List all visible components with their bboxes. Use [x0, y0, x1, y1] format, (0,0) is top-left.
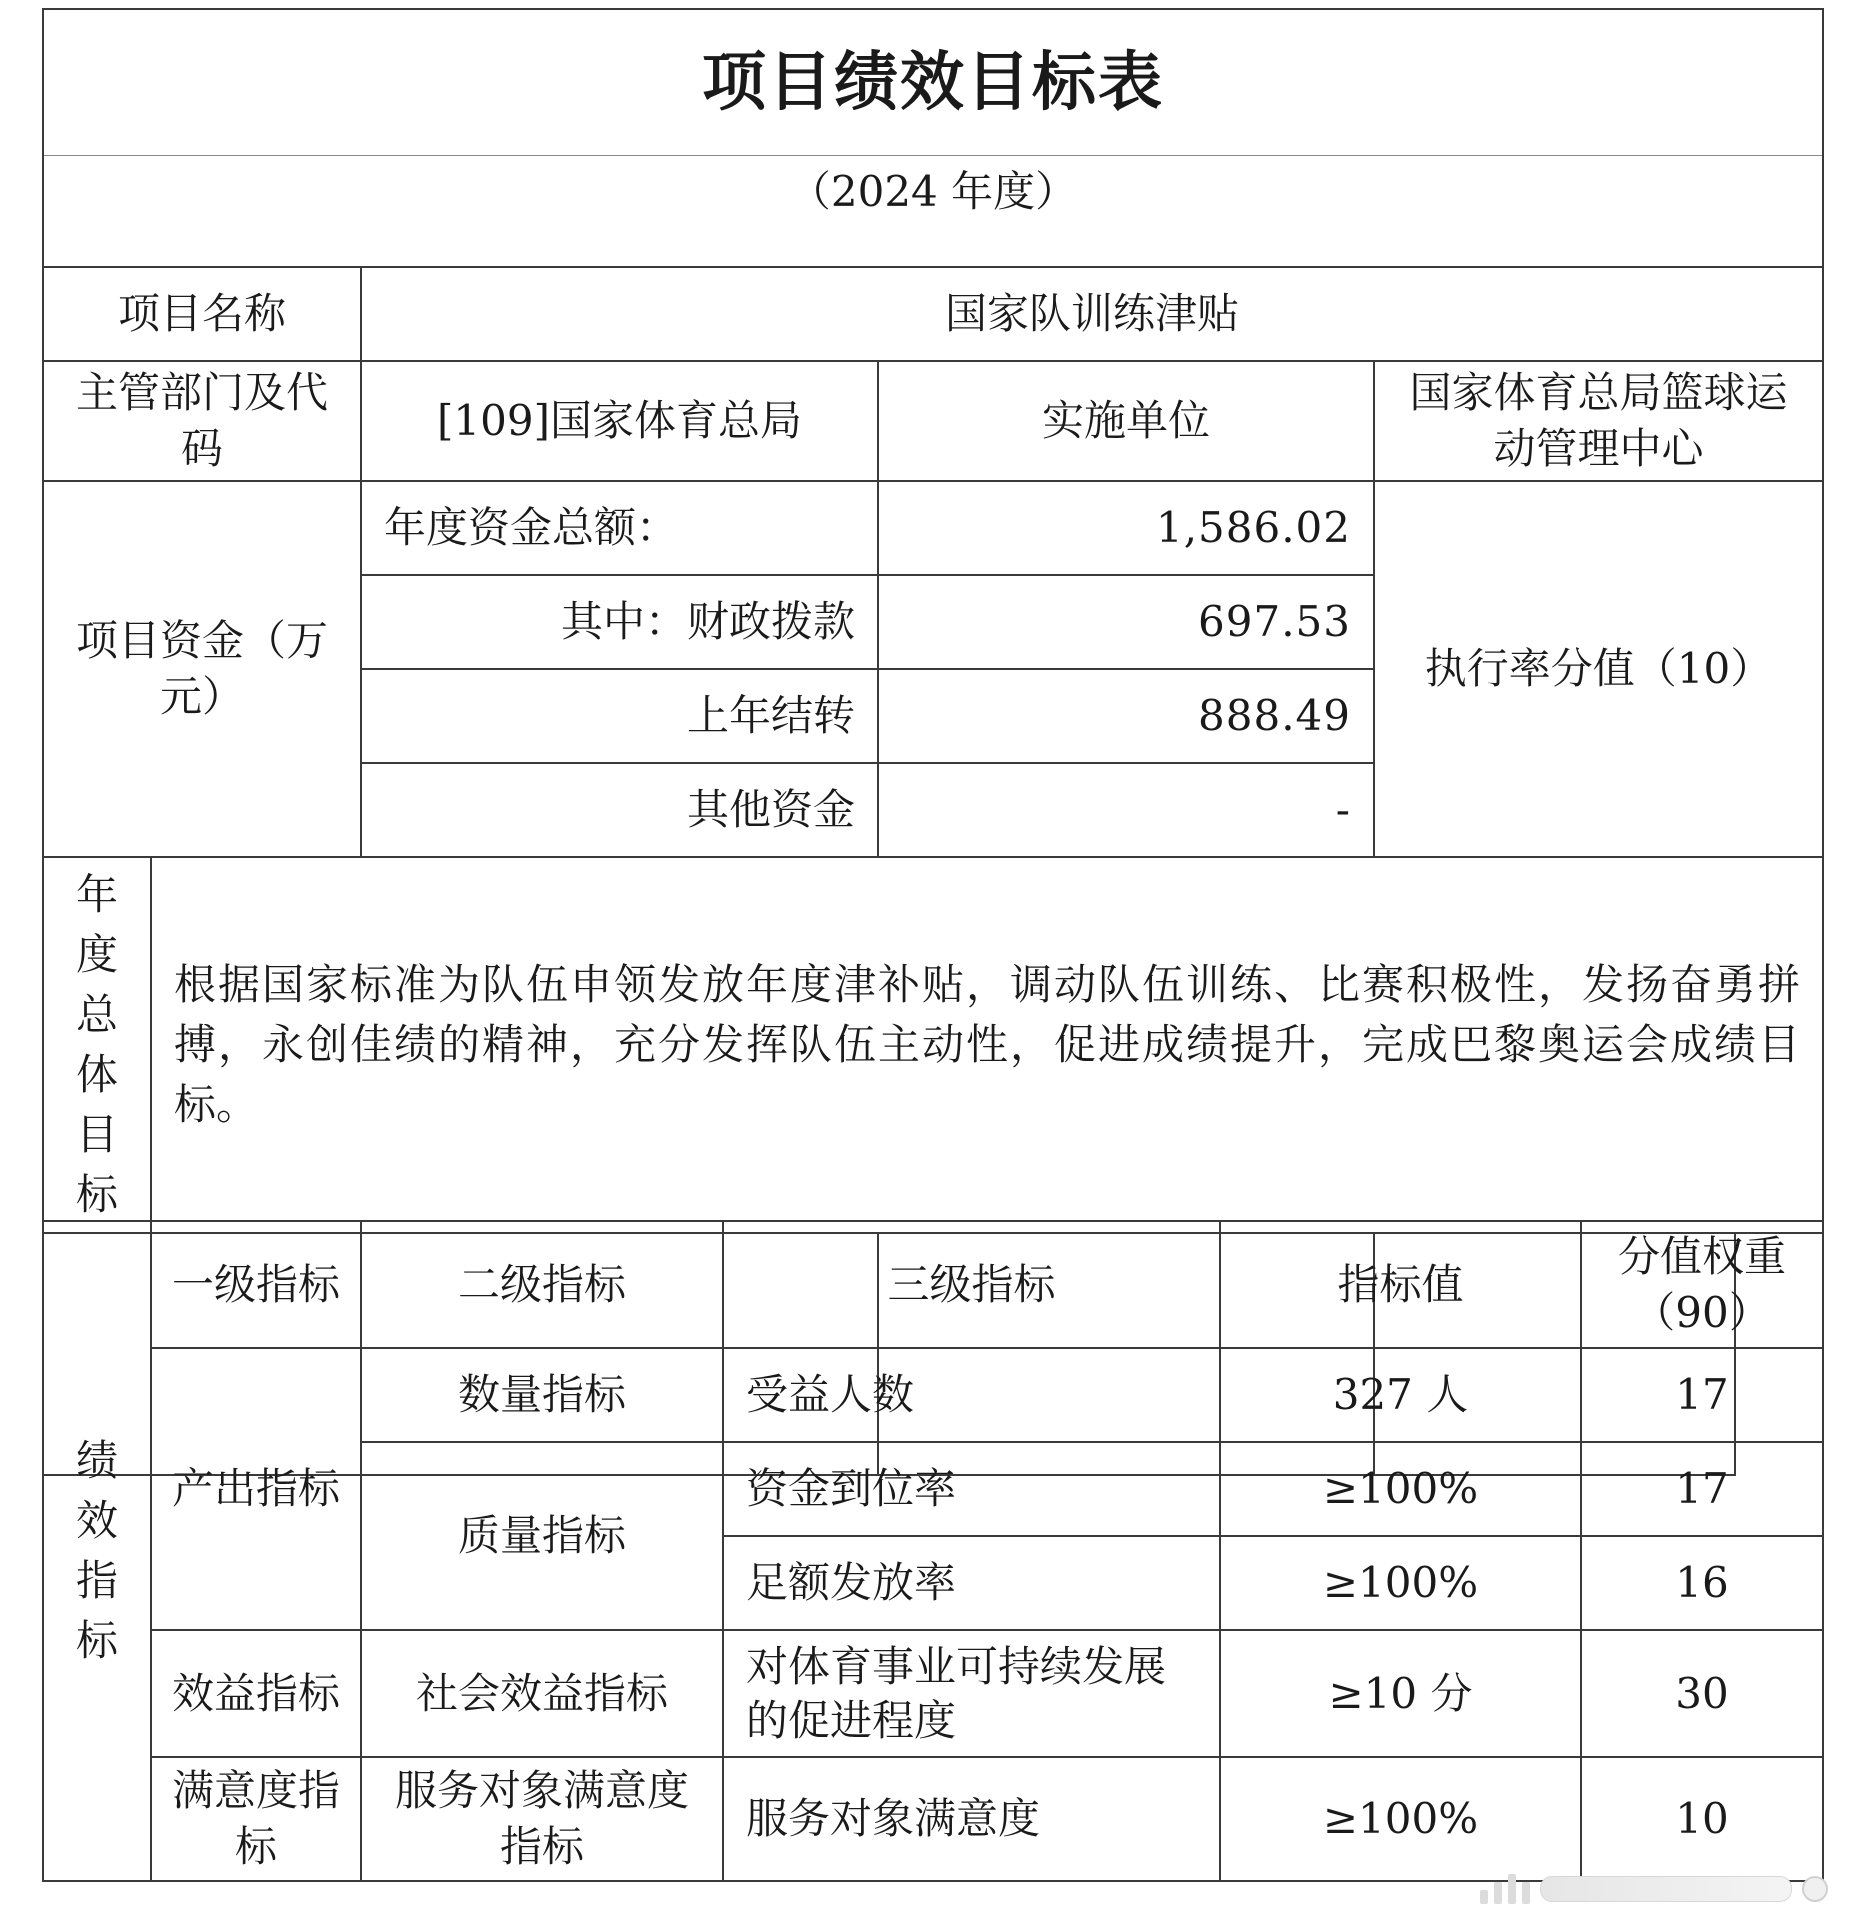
level2-quality: 质量指标 — [361, 1442, 723, 1630]
dept-value: [109]国家体育总局 — [361, 361, 878, 481]
header-value: 指标值 — [1220, 1221, 1581, 1348]
level1-benefit: 效益指标 — [151, 1630, 361, 1757]
funds-row-value: 697.53 — [878, 575, 1374, 669]
indicator-value: ≥100% — [1220, 1757, 1581, 1881]
indicator-weight: 17 — [1581, 1348, 1823, 1442]
funds-row-value: 888.49 — [878, 669, 1374, 763]
level2-satisfaction: 服务对象满意度指标 — [361, 1757, 723, 1881]
indicator-table — [42, 1220, 1824, 1882]
header-level3: 三级指标 — [723, 1221, 1220, 1348]
indicator-weight: 30 — [1581, 1630, 1823, 1757]
dept-label: 主管部门及代码 — [43, 361, 361, 481]
level3-indicator: 资金到位率 — [723, 1442, 1220, 1536]
indicator-value: ≥10 分 — [1220, 1630, 1581, 1757]
funds-row-label: 上年结转 — [361, 669, 878, 763]
watermark-bars-icon — [1480, 1874, 1530, 1904]
annual-goal-text: 根据国家标准为队伍申领发放年度津补贴，调动队伍训练、比赛积极性，发扬奋勇拼搏，永创佳绩的精神，充分发挥队伍主动性，促进成绩提升，完成巴黎奥运会成绩目标。 — [151, 857, 1823, 1233]
indicator-weight: 16 — [1581, 1536, 1823, 1630]
indicator-region — [42, 1220, 1822, 1882]
impl-unit-label: 实施单位 — [878, 361, 1374, 481]
header-weight: 分值权重（90） — [1581, 1221, 1823, 1348]
project-name-label: 项目名称 — [43, 267, 361, 361]
level1-satisfaction: 满意度指标 — [151, 1757, 361, 1881]
level3-indicator: 服务对象满意度 — [723, 1757, 1220, 1881]
annual-goal-label: 年 度 总 体 目 标 — [43, 857, 151, 1233]
level2-quantity: 数量指标 — [361, 1348, 723, 1442]
level3-indicator: 对体育事业可持续发展的促进程度 — [723, 1630, 1220, 1757]
level3-indicator: 足额发放率 — [723, 1536, 1220, 1630]
performance-indicators-label: 绩 效 指 标 — [43, 1221, 151, 1881]
rate-score-label: 执行率分值（10） — [1374, 481, 1823, 857]
page-title: 项目绩效目标表 — [43, 9, 1823, 156]
header-level1: 一级指标 — [151, 1221, 361, 1348]
funds-row-value: - — [878, 763, 1374, 857]
indicator-weight: 17 — [1581, 1442, 1823, 1536]
indicator-value: 327 人 — [1220, 1348, 1581, 1442]
funds-row-label: 年度资金总额： — [361, 481, 878, 575]
indicator-weight: 10 — [1581, 1757, 1823, 1881]
indicator-value: ≥100% — [1220, 1442, 1581, 1536]
funds-row-label: 其中：财政拨款 — [361, 575, 878, 669]
header-level2: 二级指标 — [361, 1221, 723, 1348]
level1-output: 产出指标 — [151, 1348, 361, 1630]
watermark-pill-icon — [1540, 1876, 1792, 1902]
funds-label: 项目资金（万元） — [43, 481, 361, 857]
funds-row-label: 其他资金 — [361, 763, 878, 857]
watermark-logo — [1480, 1872, 1860, 1906]
funds-row-value: 1,586.02 — [878, 481, 1374, 575]
level2-social-benefit: 社会效益指标 — [361, 1630, 723, 1757]
project-name-value: 国家队训练津贴 — [361, 267, 1823, 361]
indicator-value: ≥100% — [1220, 1536, 1581, 1630]
level3-indicator: 受益人数 — [723, 1348, 1220, 1442]
year-label: （2024 年度） — [43, 156, 1823, 268]
impl-unit-value: 国家体育总局篮球运动管理中心 — [1374, 361, 1823, 481]
watermark-dot-icon — [1802, 1876, 1828, 1902]
